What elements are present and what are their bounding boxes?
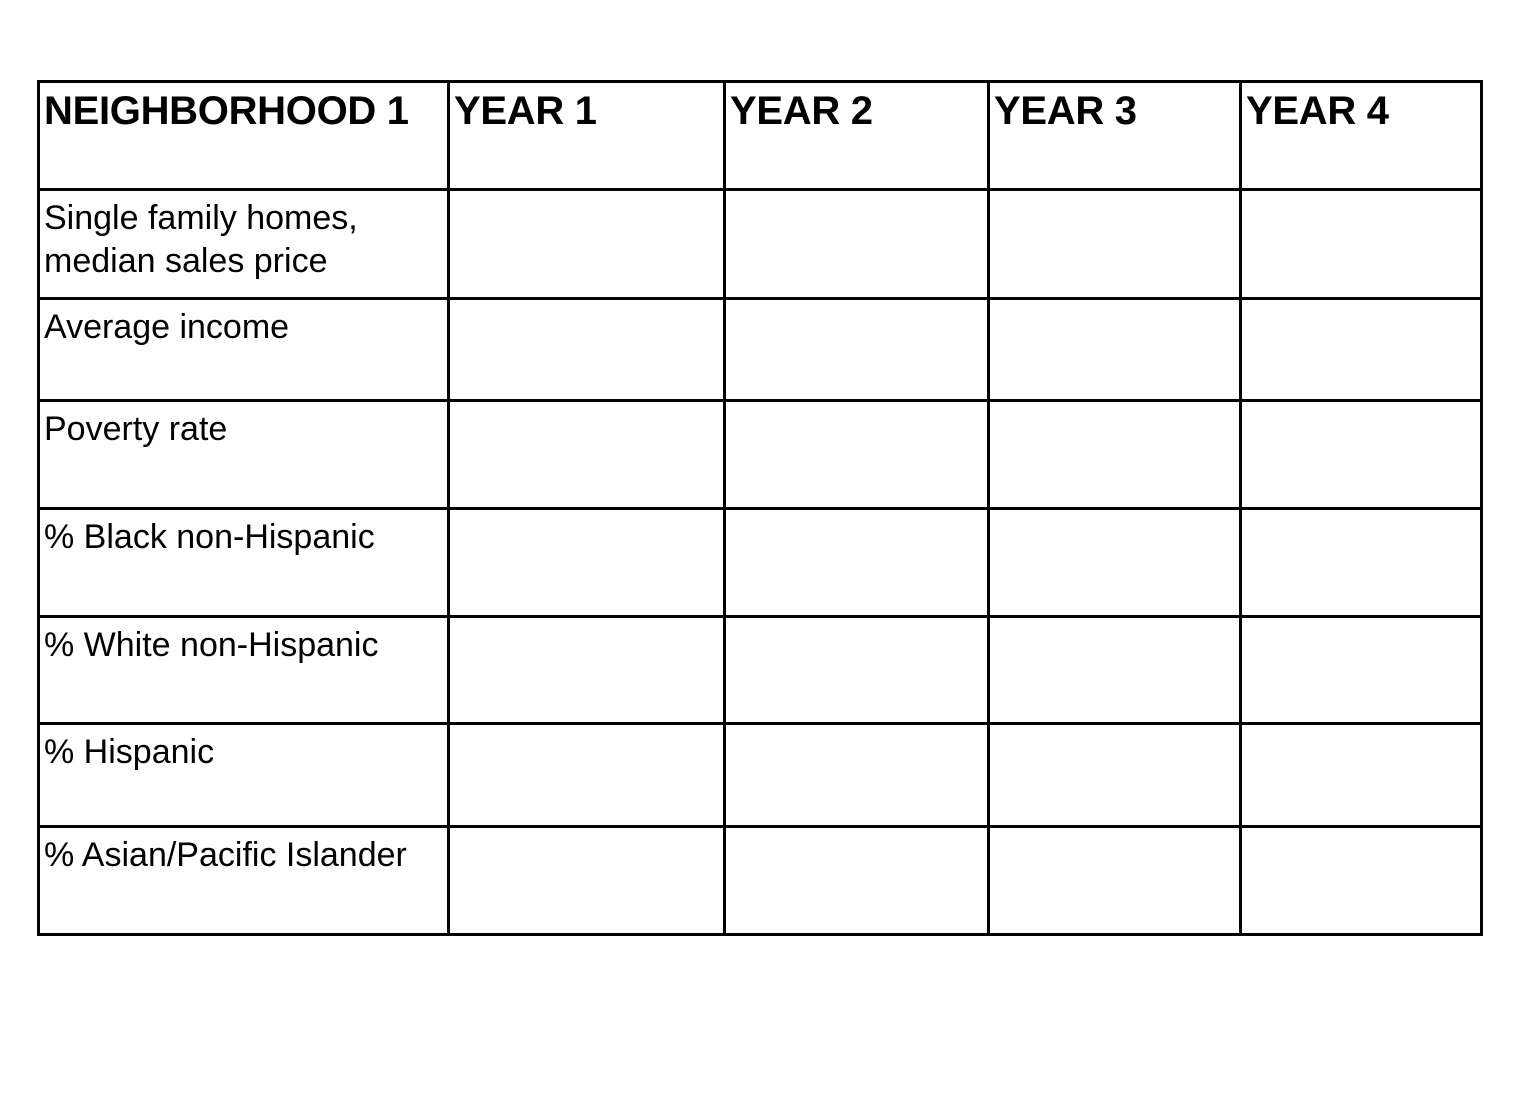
value-cell-year-3[interactable] xyxy=(989,617,1241,724)
value-cell-year-2[interactable] xyxy=(725,724,989,827)
value-cell-year-4[interactable] xyxy=(1241,299,1482,401)
row-label-cell xyxy=(39,724,449,827)
value-cell-year-1[interactable] xyxy=(449,299,725,401)
table-header-row xyxy=(39,82,1482,190)
value-cell-year-3[interactable] xyxy=(989,509,1241,617)
year-2-header-cell xyxy=(725,82,989,190)
row-label: % Asian/Pacific Islander xyxy=(44,836,407,874)
table-row xyxy=(39,190,1482,299)
row-label-cell xyxy=(39,827,449,935)
year-3-header-label: YEAR 3 xyxy=(994,89,1137,133)
value-cell-year-3[interactable] xyxy=(989,724,1241,827)
value-cell-year-3[interactable] xyxy=(989,827,1241,935)
row-label: Single family homes, median sales price xyxy=(44,199,358,280)
row-label-cell xyxy=(39,299,449,401)
value-cell-year-2[interactable] xyxy=(725,299,989,401)
year-1-header-cell xyxy=(449,82,725,190)
year-4-header-cell xyxy=(1241,82,1482,190)
table-row xyxy=(39,401,1482,509)
neighborhood-data-table xyxy=(37,80,1483,936)
value-cell-year-4[interactable] xyxy=(1241,724,1482,827)
row-label-cell xyxy=(39,509,449,617)
row-label: % Black non-Hispanic xyxy=(44,518,375,556)
year-1-header-label: YEAR 1 xyxy=(454,89,597,133)
value-cell-year-2[interactable] xyxy=(725,401,989,509)
row-label: Average income xyxy=(44,308,290,346)
value-cell-year-3[interactable] xyxy=(989,299,1241,401)
row-label: % White non-Hispanic xyxy=(44,626,379,664)
row-label-cell xyxy=(39,190,449,299)
value-cell-year-4[interactable] xyxy=(1241,190,1482,299)
row-label-cell xyxy=(39,401,449,509)
row-label: Poverty rate xyxy=(44,410,228,448)
value-cell-year-1[interactable] xyxy=(449,509,725,617)
value-cell-year-4[interactable] xyxy=(1241,827,1482,935)
table-row xyxy=(39,617,1482,724)
table-row xyxy=(39,509,1482,617)
value-cell-year-1[interactable] xyxy=(449,190,725,299)
table-row xyxy=(39,827,1482,935)
year-3-header-cell xyxy=(989,82,1241,190)
value-cell-year-1[interactable] xyxy=(449,827,725,935)
value-cell-year-1[interactable] xyxy=(449,401,725,509)
table-row xyxy=(39,724,1482,827)
row-label-cell xyxy=(39,617,449,724)
year-2-header-label: YEAR 2 xyxy=(730,89,873,133)
value-cell-year-1[interactable] xyxy=(449,724,725,827)
year-4-header-label: YEAR 4 xyxy=(1246,89,1389,133)
neighborhood-header-label: NEIGHBORHOOD 1 xyxy=(44,89,409,133)
value-cell-year-2[interactable] xyxy=(725,827,989,935)
value-cell-year-2[interactable] xyxy=(725,617,989,724)
table-row xyxy=(39,299,1482,401)
value-cell-year-1[interactable] xyxy=(449,617,725,724)
value-cell-year-2[interactable] xyxy=(725,190,989,299)
value-cell-year-4[interactable] xyxy=(1241,401,1482,509)
value-cell-year-3[interactable] xyxy=(989,401,1241,509)
row-label: % Hispanic xyxy=(44,733,215,771)
value-cell-year-4[interactable] xyxy=(1241,617,1482,724)
value-cell-year-4[interactable] xyxy=(1241,509,1482,617)
value-cell-year-3[interactable] xyxy=(989,190,1241,299)
value-cell-year-2[interactable] xyxy=(725,509,989,617)
neighborhood-header-cell xyxy=(39,82,449,190)
